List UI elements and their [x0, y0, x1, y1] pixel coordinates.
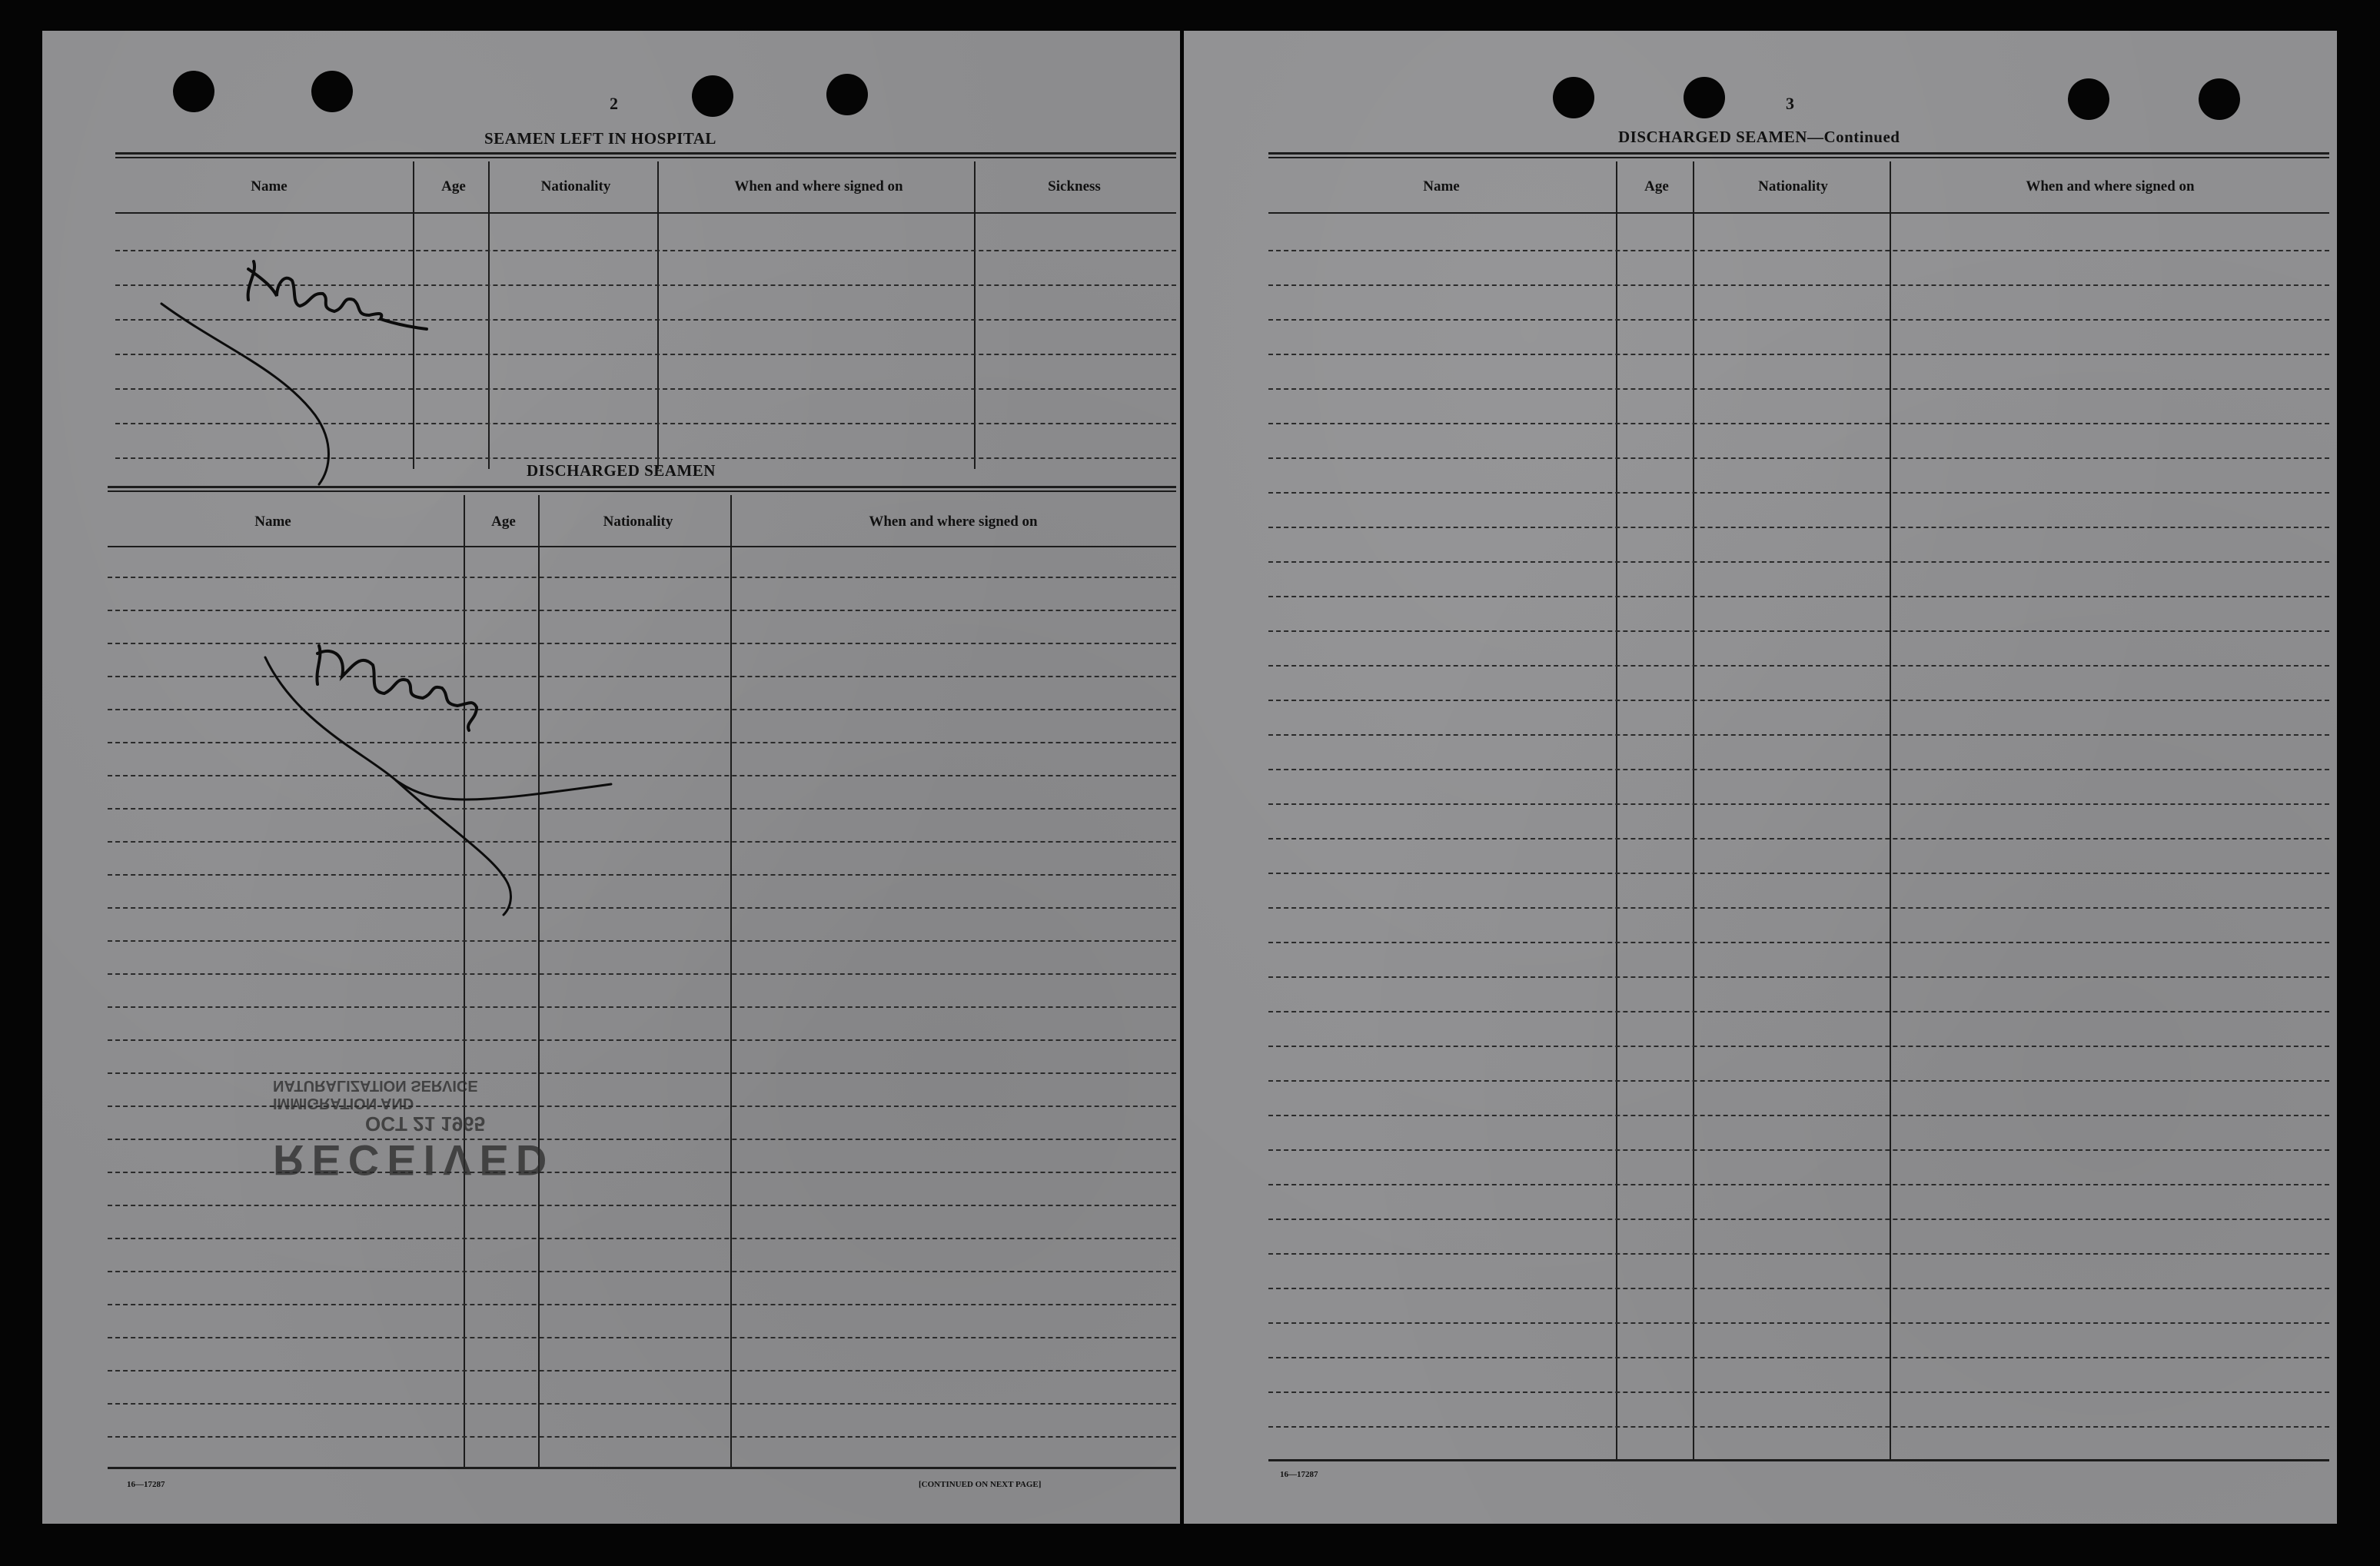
continued-note: [CONTINUED ON NEXT PAGE]: [919, 1480, 1042, 1489]
row-rule: [108, 973, 1176, 975]
rule: [108, 1467, 1176, 1469]
punch-hole: [1553, 77, 1594, 118]
column-divider: [1890, 161, 1891, 1461]
punch-hole: [311, 71, 353, 112]
punch-hole: [2199, 78, 2240, 120]
row-rule: [108, 1072, 1176, 1074]
rule: [108, 486, 1176, 488]
row-rule: [1268, 630, 2329, 632]
row-rule: [1268, 561, 2329, 563]
row-rule: [1268, 665, 2329, 667]
column-header-signed-on: When and where signed on: [2026, 178, 2195, 195]
row-rule: [1268, 596, 2329, 597]
row-rule: [108, 1139, 1176, 1140]
column-divider: [730, 495, 732, 1467]
column-header-name: Name: [1423, 178, 1460, 195]
row-rule: [1268, 457, 2329, 459]
column-header-age: Age: [491, 514, 516, 530]
rule: [115, 157, 1176, 158]
row-rule: [1268, 423, 2329, 424]
column-header-signed-on: When and where signed on: [734, 178, 903, 195]
column-header-name: Name: [254, 514, 291, 530]
row-rule: [108, 1403, 1176, 1405]
row-rule: [108, 1304, 1176, 1305]
row-rule: [108, 1172, 1176, 1173]
column-header-nationality: Nationality: [1758, 178, 1828, 195]
row-rule: [108, 940, 1176, 942]
column-header-name: Name: [251, 178, 288, 195]
stamp-agency: IMMIGRATION AND NATURALIZATION SERVICE: [273, 1077, 478, 1112]
column-header-signed-on: When and where signed on: [869, 514, 1038, 530]
row-rule: [1268, 354, 2329, 355]
right-page: [1184, 31, 2337, 1524]
row-rule: [1268, 769, 2329, 770]
column-divider: [1693, 161, 1694, 1461]
rule: [115, 212, 1176, 214]
row-rule: [1268, 976, 2329, 978]
row-rule: [1268, 700, 2329, 701]
stamp-received-text: RECEIVED: [273, 1136, 555, 1185]
punch-hole: [173, 71, 214, 112]
row-rule: [1268, 284, 2329, 286]
row-rule: [108, 1205, 1176, 1206]
row-rule: [108, 577, 1176, 578]
row-rule: [1268, 1426, 2329, 1428]
column-header-nationality: Nationality: [603, 514, 673, 530]
row-rule: [108, 1370, 1176, 1371]
rule: [108, 490, 1176, 492]
punch-hole: [1684, 77, 1725, 118]
hospital-section-title: SEAMEN LEFT IN HOSPITAL: [484, 129, 716, 148]
row-rule: [1268, 873, 2329, 874]
row-rule: [108, 1436, 1176, 1438]
row-rule: [1268, 803, 2329, 805]
row-rule: [108, 1006, 1176, 1008]
row-rule: [1268, 838, 2329, 840]
rule: [1268, 157, 2329, 158]
row-rule: [1268, 1080, 2329, 1082]
received-stamp: [273, 1076, 554, 1185]
row-rule: [1268, 1357, 2329, 1358]
rule: [115, 152, 1176, 155]
row-rule: [1268, 734, 2329, 736]
row-rule: [108, 1106, 1176, 1107]
discharged-section-title: DISCHARGED SEAMEN: [527, 461, 716, 480]
row-rule: [1268, 1011, 2329, 1012]
row-rule: [1268, 1322, 2329, 1324]
row-rule: [1268, 527, 2329, 528]
form-number: 16—17287: [127, 1480, 165, 1489]
row-rule: [1268, 319, 2329, 321]
row-rule: [1268, 1149, 2329, 1151]
page-number: 3: [1786, 94, 1794, 113]
handwritten-none-signature: [211, 623, 642, 930]
handwritten-none-signature: [111, 238, 480, 500]
row-rule: [1268, 907, 2329, 909]
column-header-age: Age: [1644, 178, 1669, 195]
left-page: [42, 31, 1180, 1524]
page-number: 2: [610, 94, 618, 113]
row-rule: [108, 1238, 1176, 1239]
row-rule: [108, 1271, 1176, 1272]
row-rule: [1268, 1288, 2329, 1289]
rule: [1268, 152, 2329, 155]
row-rule: [1268, 1184, 2329, 1185]
form-number: 16—17287: [1280, 1470, 1318, 1479]
row-rule: [1268, 250, 2329, 251]
row-rule: [108, 1337, 1176, 1338]
rule: [1268, 212, 2329, 214]
row-rule: [1268, 1046, 2329, 1047]
punch-hole: [826, 74, 868, 115]
row-rule: [1268, 942, 2329, 943]
row-rule: [1268, 1115, 2329, 1116]
punch-hole: [692, 75, 733, 117]
row-rule: [1268, 1391, 2329, 1393]
row-rule: [1268, 388, 2329, 390]
row-rule: [1268, 1219, 2329, 1220]
punch-hole: [2068, 78, 2109, 120]
column-divider: [1616, 161, 1617, 1461]
column-header-sickness: Sickness: [1048, 178, 1101, 195]
rule: [1268, 1459, 2329, 1461]
section-title: DISCHARGED SEAMEN—Continued: [1618, 128, 1900, 146]
row-rule: [108, 1039, 1176, 1041]
rule: [108, 546, 1176, 547]
column-header-age: Age: [441, 178, 466, 195]
row-rule: [1268, 1253, 2329, 1255]
stamp-date: OCT 21 1965: [365, 1112, 486, 1135]
row-rule: [108, 610, 1176, 611]
row-rule: [1268, 492, 2329, 494]
column-header-nationality: Nationality: [540, 178, 611, 195]
